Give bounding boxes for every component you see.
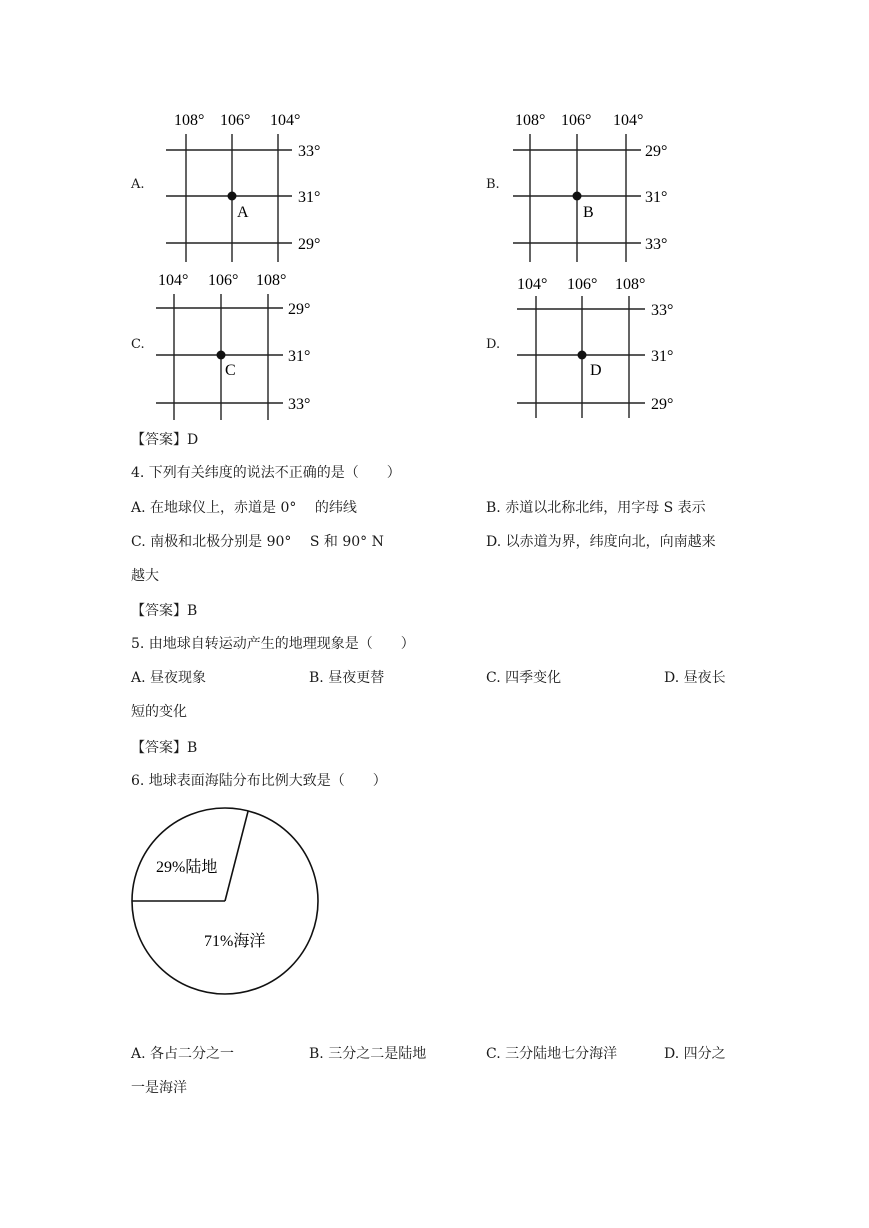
q6-option-c: C. 三分陆地七分海洋 [486,1046,618,1062]
option-c-label: C. [131,337,145,352]
option-a-label: A. [131,177,145,192]
q6-stem: 6. 地球表面海陆分布比例大致是（ ） [131,773,387,789]
option-b-label: B. [486,177,500,192]
lat-label: 29° [298,236,321,253]
q6-option-d-cont: 一是海洋 [131,1080,187,1096]
q3-answer: 【答案】D [131,432,199,448]
q4-answer: 【答案】B [131,603,198,619]
grid-map-b [505,104,685,264]
lon-label: 104° [270,112,301,129]
point-label: C [225,362,236,379]
q4-option-d: D. 以赤道为界，纬度向北，向南越来 [486,534,716,550]
q5-option-b: B. 昼夜更替 [309,670,385,686]
lon-label: 104° [517,276,548,293]
lat-label: 29° [651,396,674,413]
q5-option-d: D. 昼夜长 [664,670,726,686]
pie-label-land: 29%陆地 [156,859,218,876]
point-label: D [590,362,602,379]
lat-label: 33° [645,236,668,253]
q6-option-b: B. 三分之二是陆地 [309,1046,427,1062]
lat-label: 31° [288,348,311,365]
q4-option-a: A. 在地球仪上，赤道是 0° 的纬线 [131,500,357,516]
lon-label: 108° [615,276,646,293]
point-label: B [583,204,594,221]
lon-label: 108° [515,112,546,129]
land-sea-pie-chart [126,806,326,1002]
q5-option-d-cont: 短的变化 [131,704,187,720]
grid-map-d [505,264,685,424]
lon-label: 106° [567,276,598,293]
q4-option-c: C. 南极和北极分别是 90° S 和 90° N [131,534,384,550]
q5-answer: 【答案】B [131,740,198,756]
lat-label: 31° [298,189,321,206]
q4-option-d-cont: 越大 [131,568,159,584]
q6-option-a: A. 各占二分之一 [131,1046,235,1062]
lat-label: 31° [645,189,668,206]
lat-label: 33° [651,302,674,319]
q6-option-d: D. 四分之 [664,1046,726,1062]
lon-label: 108° [256,272,287,289]
lon-label: 104° [158,272,189,289]
q4-option-b: B. 赤道以北称北纬，用字母 S 表示 [486,500,706,516]
lon-label: 108° [174,112,205,129]
lat-label: 33° [298,143,321,160]
lon-label: 106° [208,272,239,289]
point-label: A [237,204,249,221]
q4-stem: 4. 下列有关纬度的说法不正确的是（ ） [131,465,401,481]
lat-label: 29° [288,301,311,318]
lat-label: 31° [651,348,674,365]
lon-label: 106° [561,112,592,129]
grid-map-c [150,264,330,424]
q5-option-c: C. 四季变化 [486,670,562,686]
q5-stem: 5. 由地球自转运动产生的地理现象是（ ） [131,636,415,652]
lat-label: 29° [645,143,668,160]
location-point [217,351,226,360]
location-point [573,192,582,201]
location-point [578,351,587,360]
option-d-label: D. [486,337,501,352]
grid-map-a [160,104,340,264]
lon-label: 106° [220,112,251,129]
q5-option-a: A. 昼夜现象 [131,670,207,686]
pie-label-ocean: 71%海洋 [204,933,266,950]
lon-label: 104° [613,112,644,129]
lat-label: 33° [288,396,311,413]
location-point [228,192,237,201]
